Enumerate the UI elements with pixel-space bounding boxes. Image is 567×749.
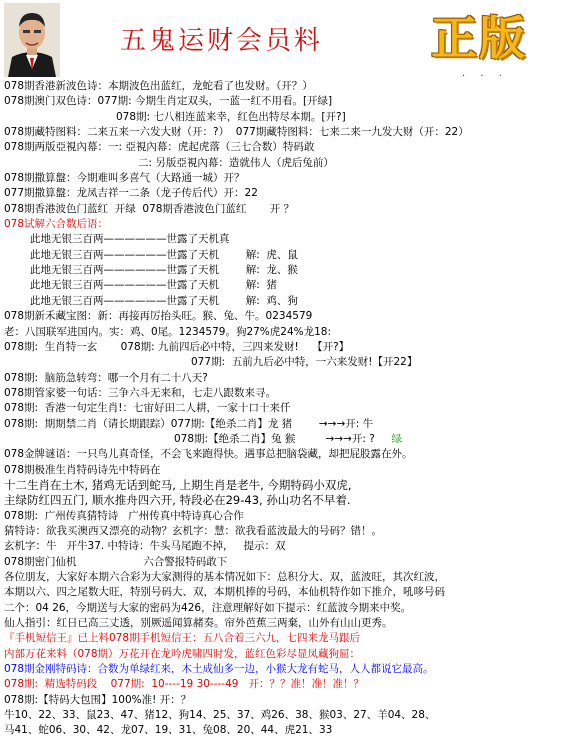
line-gold-riddle: 078金牌谜语：一只鸟儿真奇怪，不会飞来跑得快。遇事总把脑袋藏，却把屁股露在外。 <box>4 448 413 461</box>
line-riddle-4: 此地无银三百两——————世露了天机 解: 猪 <box>30 279 277 292</box>
line-wanhua: 内部万花来料（078期）万花开在龙吟虎啸四时发，蓝红色彩尽显凤藏狗屈： <box>4 647 361 660</box>
line-housekeeper: 078期管家婆一句话：三争六斗无来和，七走八跟数来寻。 <box>4 386 277 399</box>
line-riddle-title: 078试解六合数后语： <box>4 218 109 231</box>
avatar <box>4 3 60 77</box>
line-guangzhou-fax: 078期: 广州传真猜特诗 广州传真中特诗真心合作 <box>4 509 244 522</box>
line-riddle-3: 此地无银三百两——————世露了天机 解: 龙、猴 <box>30 264 298 277</box>
line-selected-range: 078期: 精选特码段 077期: 10----19 30----49 开：？？准！准！准！？ <box>4 678 364 691</box>
line-atv-inside-1: 078期两版亞視內幕：一: 亞視內幕：虎起虎落（三七合数）特码敢 <box>4 141 315 154</box>
line-treasure-map: 078期新禾藏宝图：新：再接再厉抬头旺。猴、兔、牛。0234579 <box>4 310 313 323</box>
line-hk-color-poem: 078期香港新波色诗：本期波色出蓝红，龙蛇看了也发财。（开？） <box>4 80 313 92</box>
line-abacus-077: 077期撒算盤：龙凤吉祥一二条（龙子传后代）开：22 <box>4 187 258 200</box>
line-big-surround: 078期:【特码大包围】100%准! 开：？ <box>4 693 192 706</box>
line-macau-color-poem-2: 078期: 七八相连蓝来幸，红色出特尽本期。[开?] <box>116 110 346 123</box>
line-sms-king: 『手机短信王』已上料078期手机短信王：五八合着三六九，七四来龙马跟后 <box>4 632 361 645</box>
line-precise-poem-title: 078期极准生肖特码诗先中特码在 <box>4 463 161 476</box>
line-riddle-2: 此地无银三百两——————世露了天机 解: 虎、鼠 <box>30 248 298 261</box>
portrait-image <box>4 3 60 77</box>
line-numbers-2: 马41、蛇06、30、42、龙07、19、31、兔08、20、44、虎21、33 <box>4 724 333 737</box>
line-hidden-pic: 078期藏特图料：二来五来一六发大财（开：?） 077期藏特图料：七来二来一九发大财（开：22） <box>4 126 469 139</box>
line-zodiac-one: 078期: 生肖特一玄 078期: 九前四后必中特，三四来发财! 【开?】 <box>4 340 350 353</box>
line-numbers-1: 牛10、22、33、鼠23、47、猪12、狗14、25、37、鸡26、38、猴03、27、羊04、28、 <box>4 709 436 722</box>
line-guess-poem: 猜特诗：欲我买澳西又漂亮的动物？玄机字：慧：欲我看蓝波最大的号码？错！。 <box>4 524 382 537</box>
line-precise-poem-2: 主绿防红四五门, 顺水推舟四六开, 特段必在29-43, 孙山功名不早着. <box>4 493 351 508</box>
line-friends-2: 本期以六、四之尾数大旺，特别号码大、双，本期机捧的号码，本仙机特作如下推介，吼哆号码 <box>4 586 445 599</box>
line-zodiac-077: 077期: 五前九后必中特，一六来发财!【开22】 <box>191 356 418 369</box>
line-atv-inside-2: 二: 另版亞視內幕：造就伟人（虎后兔前） <box>138 156 334 169</box>
line-hk-one-sentence: 078期: 香港一句定生肖!：七宙好田二人耕，一家十口十来仟 <box>4 402 291 415</box>
line-treasure-old: 老：八国联军进国内。实：鸡、0尾。1234579。狗27%虎24%龙18: <box>4 325 332 338</box>
line-hk-color-door: 078期香港波色门蓝红 开绿 078期香港波色门蓝红 开 ？ <box>4 202 295 215</box>
decorative-dots: . . . <box>462 68 508 79</box>
line-brain-teaser: 078期: 脑筋急转弯：哪一个月有二十八天? <box>4 371 208 384</box>
forecast-list <box>4 79 564 739</box>
line-riddle-1: 此地无银三百两——————世露了天机真 <box>30 233 230 246</box>
page-title: 五鬼运财会员料 <box>120 26 324 56</box>
page-header <box>0 0 567 78</box>
line-diamond-poem: 078期金刚特码诗：合数为单绿红来，木土成仙多一边，小猴大龙有蛇马，人人都说它最高。 <box>4 663 434 676</box>
line-macau-color-poem: 078期澳门双色诗：077期: 今期生肖定双头，一蓝一红不用看。[开绿] <box>4 95 333 108</box>
line-ban-two: 078期: 期期禁二肖（请长期跟踪）077期:【绝杀二肖】龙 猪 →→→开: 牛 <box>4 417 374 430</box>
green-result: 绿 <box>391 432 402 445</box>
line-mystery-word: 玄机字：牛 开牛37. 中特诗：牛头马尾跑不掉， 提示：双 <box>4 540 286 553</box>
line-fairy-guide: 仙人指引：红日已高三丈透，别厥遥闻算赭奏。帘外芭蕉三两棄，山外有山山更秀。 <box>4 617 393 630</box>
line-riddle-5: 此地无银三百两——————世露了天机 解: 鸡、狗 <box>30 294 298 307</box>
line-precise-poem-1: 十二生肖在土木, 猪鸡无话到蛇马, 上期生肖是老牛, 今期特码小双虎, <box>4 477 352 492</box>
line-friends-1: 各位朋友，大家好本期六合彩为大家测得的基本情况如下：总积分大、双，蓝波旺，其次红波， <box>4 571 445 583</box>
official-badge: 正版 <box>431 11 527 65</box>
line-kill-two <box>4 432 564 447</box>
line-friends-3: 二个：04 26，今期送与大家的密码为426，注意理解好如下提示：红蓝波今期来中奖。 <box>4 601 412 614</box>
kill-two-text: 078期:【绝杀二肖】兔 猴 →→→开: ? <box>174 432 375 445</box>
line-secret-door: 078期密门仙机 六合警报特码敢下 <box>4 555 228 568</box>
line-abacus-078: 078期撒算盤：今期难叫多喜气（大路通一城）开？ <box>4 172 245 185</box>
